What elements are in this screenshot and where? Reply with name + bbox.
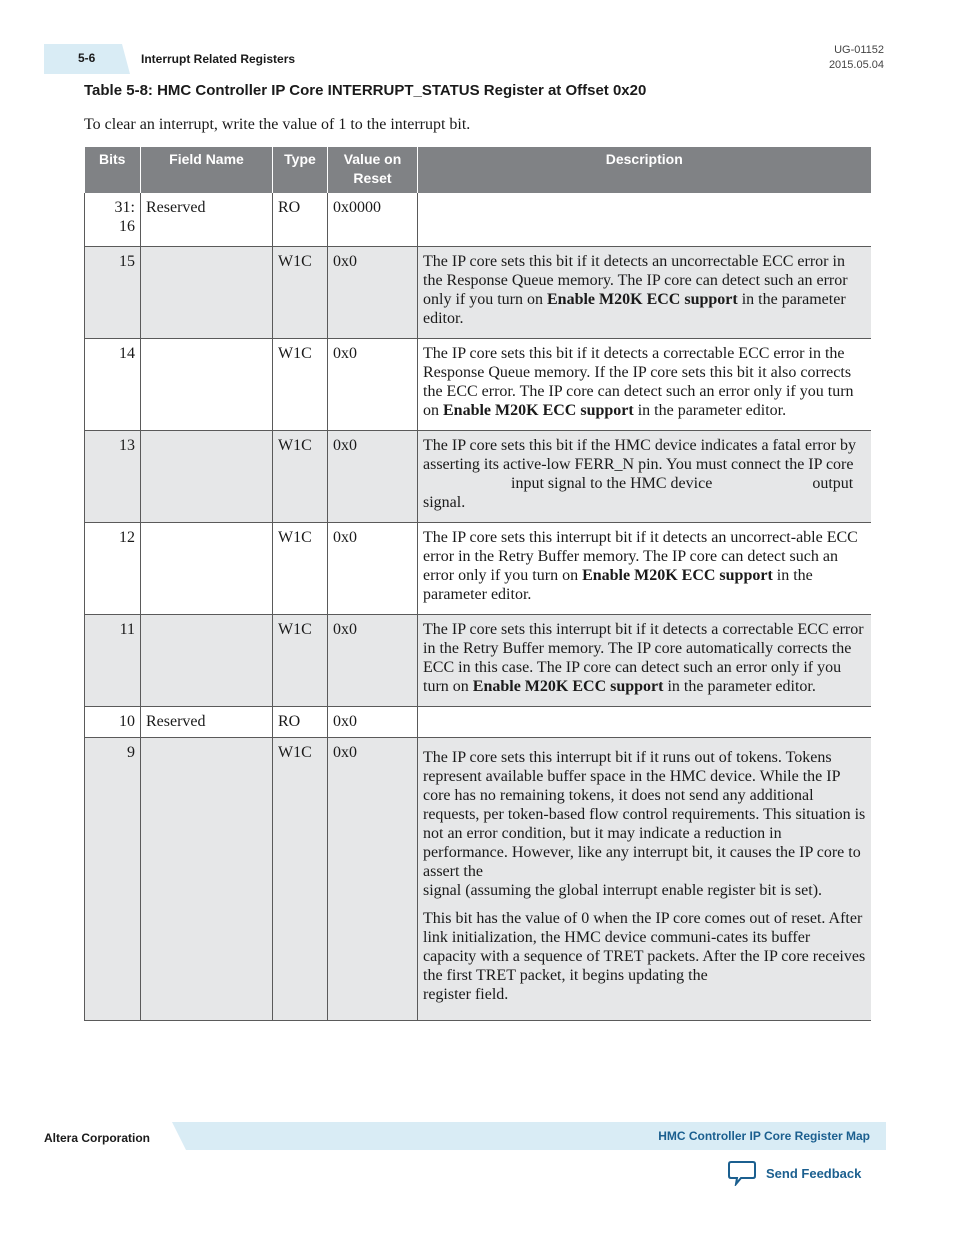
cell-reset: 0x0: [328, 523, 418, 615]
table-row: [85, 193, 871, 247]
cell-reset: 0x0: [328, 707, 418, 738]
page-number: 5-6: [78, 51, 96, 65]
cell-bits: 14: [85, 339, 141, 431]
cell-field-name: Reserved: [141, 707, 273, 738]
cell-field-name: [141, 523, 273, 615]
cell-description: [418, 738, 871, 1021]
cell-type: RO: [273, 707, 328, 738]
cell-description: [418, 193, 871, 247]
header-value-on-reset: Value on Reset: [328, 147, 418, 193]
table-row: [85, 738, 871, 1021]
table-title: Table 5-8: HMC Controller IP Core INTERRUPT_STATUS Register at Offset 0x20: [84, 82, 647, 99]
footer-doc-title-link[interactable]: HMC Controller IP Core Register Map: [658, 1129, 870, 1143]
description-paragraph: The IP core sets this interrupt bit if it runs out of tokens. Tokens represent available buffer space in the HMC device. While the IP core has no remaining tokens, it does not send any additional requests, per token-based flow control requirements. This situation is not an error condition, but it may indicate a reduction in performance. However, like any interrupt bit, it causes the IP core to assert the signal (assuming the global interrupt enable register bit is set).: [423, 749, 866, 899]
table-header-row: [85, 147, 871, 193]
cell-reset: 0x0: [328, 431, 418, 523]
cell-reset: 0x0: [328, 247, 418, 339]
send-feedback-link[interactable]: [728, 1159, 861, 1187]
cell-description: [418, 707, 871, 738]
cell-type: W1C: [273, 339, 328, 431]
cell-reset: 0x0000: [328, 193, 418, 247]
cell-reset: 0x0: [328, 615, 418, 707]
cell-description: The IP core sets this bit if it detects a correctable ECC error in the Response Queue memory. If the IP core sets this bit it also corrects the ECC error. The IP core can detect such an error only if you turn on Enable M20K ECC support in the parameter editor.: [418, 339, 871, 431]
cell-type: W1C: [273, 738, 328, 1021]
cell-field-name: Reserved: [141, 193, 273, 247]
cell-reset: 0x0: [328, 339, 418, 431]
cell-reset: 0x0: [328, 738, 418, 1021]
cell-type: W1C: [273, 615, 328, 707]
cell-field-name: [141, 339, 273, 431]
table-row: [85, 339, 871, 431]
cell-description: The IP core sets this interrupt bit if it detects an uncorrect-able ECC error in the Retry Buffer memory. The IP core can detect such an error only if you turn on Enable M20K ECC support in the parameter editor.: [418, 523, 871, 615]
cell-type: W1C: [273, 523, 328, 615]
cell-field-name: [141, 247, 273, 339]
cell-description: The IP core sets this interrupt bit if it detects a correctable ECC error in the Retry Buffer memory. The IP core automatically corrects the ECC in this case. The IP core can detect such an error only if you turn on Enable M20K ECC support in the parameter editor.: [418, 615, 871, 707]
cell-bits: 12: [85, 523, 141, 615]
table-row: [85, 247, 871, 339]
table-row: [85, 615, 871, 707]
table-row: [85, 523, 871, 615]
cell-description: The IP core sets this bit if it detects an uncorrectable ECC error in the Response Queue memory. The IP core can detect such an error only if you turn on Enable M20K ECC support in the parameter editor.: [418, 247, 871, 339]
section-title: Interrupt Related Registers: [141, 52, 296, 66]
cell-field-name: [141, 615, 273, 707]
cell-bits: 31: 16: [85, 193, 141, 247]
table-row: [85, 707, 871, 738]
cell-bits: 10: [85, 707, 141, 738]
header-bits: Bits: [85, 147, 141, 193]
header-description: Description: [418, 147, 871, 193]
send-feedback-label[interactable]: Send Feedback: [766, 1165, 862, 1181]
cell-type: W1C: [273, 431, 328, 523]
doc-id: UG-01152: [834, 44, 884, 56]
register-table: [84, 147, 871, 1021]
footer-company: Altera Corporation: [44, 1131, 151, 1145]
cell-bits: 11: [85, 615, 141, 707]
cell-bits: 13: [85, 431, 141, 523]
cell-field-name: [141, 431, 273, 523]
cell-bits: 9: [85, 738, 141, 1021]
description-paragraph: This bit has the value of 0 when the IP core comes out of reset. After link initialization, the HMC device communi-cates its buffer capacity with a sequence of TRET packets. After the IP core receives the first TRET packet, it begins updating theregister field.: [423, 910, 866, 1003]
cell-type: W1C: [273, 247, 328, 339]
doc-date: 2015.05.04: [828, 59, 884, 71]
header-field-name: Field Name: [141, 147, 273, 193]
intro-text: To clear an interrupt, write the value of 1 to the interrupt bit.: [84, 116, 471, 133]
speech-bubble-icon[interactable]: [728, 1160, 756, 1186]
doc-identifier: [829, 43, 884, 73]
cell-field-name: [141, 738, 273, 1021]
header-type: Type: [273, 147, 328, 193]
cell-type: RO: [273, 193, 328, 247]
cell-description: The IP core sets this bit if the HMC device indicates a fatal error by asserting its active-low FERR_N pin. You must connect the IP coreinput signal to the HMC device output signal.: [418, 431, 871, 523]
cell-bits: 15: [85, 247, 141, 339]
table-row: [85, 431, 871, 523]
